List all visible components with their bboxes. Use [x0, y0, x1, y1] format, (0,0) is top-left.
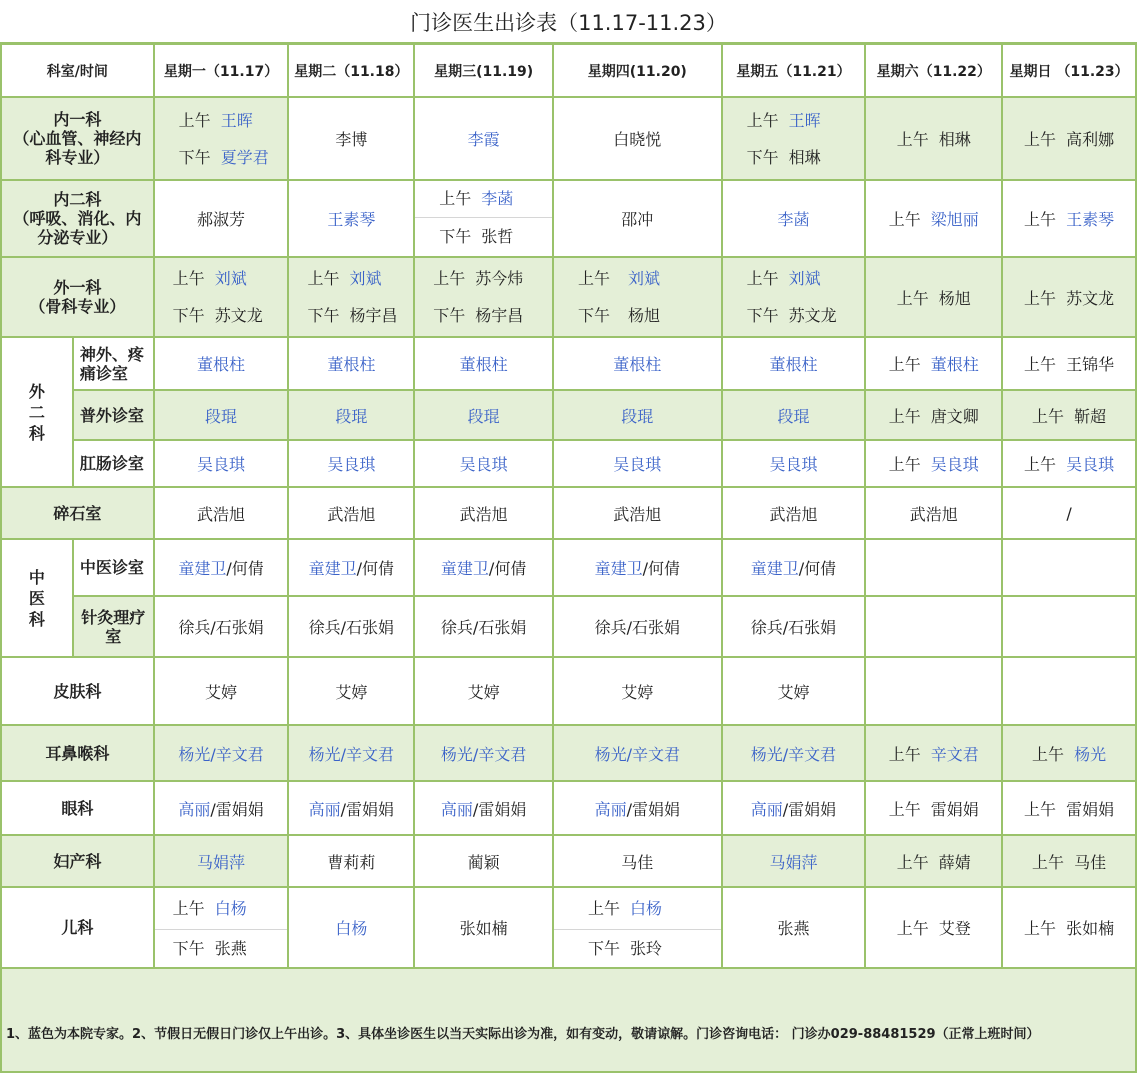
cell: [865, 180, 1002, 257]
am-label: 上午: [1024, 288, 1057, 308]
doctor: 高丽: [308, 799, 341, 819]
am-label: 上午: [896, 919, 929, 938]
doctor: 刘斌: [349, 269, 382, 288]
dept-wai2: [1, 337, 73, 487]
doctor: 段琨: [414, 390, 553, 440]
dept-label: 外一科 （骨科专业）: [29, 278, 126, 316]
cell: [1002, 440, 1136, 487]
doctor: 苏文龙: [788, 306, 837, 325]
header-day: 星期二（11.18）: [288, 44, 414, 97]
schedule-table: [0, 43, 1137, 1073]
doctor: 辛文君: [930, 744, 979, 764]
dept-erbi: 耳鼻喉科: [1, 725, 154, 781]
pm-label: 下午: [439, 227, 472, 246]
doctor: 董根柱: [154, 337, 289, 390]
doctor: 艾婷: [722, 657, 866, 725]
doctor: 武浩旭: [553, 487, 722, 539]
am-label: 上午: [746, 110, 779, 130]
cell: [1002, 97, 1136, 180]
doctor: 吴良琪: [553, 440, 722, 487]
cell: [865, 596, 1002, 657]
am-label: 上午: [888, 210, 921, 229]
row-yan: [1, 781, 1136, 835]
am-label: 上午: [587, 898, 620, 918]
doctor: 白杨: [630, 898, 663, 918]
header-day: 星期六（11.22）: [865, 44, 1002, 97]
doctor: 杨宇昌: [349, 306, 398, 325]
doctor: 武浩旭: [722, 487, 866, 539]
doctor: 刘斌: [788, 269, 821, 288]
cell: [1002, 781, 1136, 835]
cell: [865, 539, 1002, 596]
doctor: 杨宇昌: [475, 306, 524, 325]
am-label: 上午: [888, 406, 921, 426]
doctor: 董根柱: [722, 337, 866, 390]
am-label: 上午: [178, 110, 211, 130]
am-label: 上午: [896, 130, 929, 149]
doctor: 吴良琪: [722, 440, 866, 487]
doctor: 徐兵/石张娟: [722, 596, 866, 657]
header-dept: 科室/时间: [1, 44, 154, 97]
doctor: /雷娟娟: [210, 799, 264, 819]
doctor: /何倩: [226, 559, 264, 578]
doctor: /何倩: [356, 559, 395, 578]
row-nei2: [1, 180, 1136, 257]
doctor: 杨旭: [628, 306, 661, 325]
doctor: 相琳: [938, 130, 971, 149]
doctor: 段琨: [553, 390, 722, 440]
dept-nei2: [1, 180, 154, 257]
doctor: 张燕: [722, 887, 866, 968]
dept-zhongyi: [1, 539, 73, 657]
cell: [1002, 257, 1136, 337]
cell: [288, 257, 414, 337]
pm-label: 下午: [577, 306, 610, 325]
am-label: 上午: [1032, 852, 1065, 872]
dept-label: 内二科 （呼吸、消化、内分泌专业）: [13, 190, 142, 247]
row-puwai: [1, 390, 1136, 440]
cell: [865, 725, 1002, 781]
doctor: /何倩: [642, 559, 680, 578]
doctor: 李博: [288, 97, 414, 180]
am-label: 上午: [888, 799, 921, 819]
cell: [722, 781, 866, 835]
cell: [865, 657, 1002, 725]
row-pifu: [1, 657, 1136, 725]
am-label: 上午: [896, 288, 929, 308]
cell: [553, 539, 722, 596]
am-label: 上午: [172, 898, 205, 918]
header-day: 星期三(11.19): [414, 44, 553, 97]
cell: [865, 337, 1002, 390]
doctor: 马娟萍: [722, 835, 866, 887]
am-label: 上午: [888, 744, 921, 764]
subdept: 神外、疼痛诊室: [73, 337, 154, 390]
doctor: 王素琴: [1066, 210, 1115, 229]
dept-label: 中 医 科: [28, 567, 45, 629]
am-label: 上午: [896, 852, 929, 872]
row-wai1: [1, 257, 1136, 337]
am-label: 上午: [1024, 799, 1057, 819]
cell: [1002, 337, 1136, 390]
dept-pifu: 皮肤科: [1, 657, 154, 725]
doctor: 徐兵/石张娟: [553, 596, 722, 657]
cell: [1002, 835, 1136, 887]
doctor: 苏今炜: [475, 269, 524, 288]
doctor: 高丽: [440, 799, 473, 819]
doctor: 段琨: [722, 390, 866, 440]
doctor: 杨光/辛文君: [722, 725, 866, 781]
doctor: 艾婷: [553, 657, 722, 725]
cell: [154, 887, 289, 968]
cell: [288, 539, 414, 596]
doctor: 吴良琪: [154, 440, 289, 487]
am-label: 上午: [577, 269, 610, 288]
doctor: 童建卫: [594, 559, 643, 578]
header-day: 星期四(11.20): [553, 44, 722, 97]
cell: [154, 97, 289, 180]
doctor: /雷娟娟: [626, 799, 680, 819]
dept-label: 外 二 科: [28, 381, 45, 443]
doctor: 王素琴: [288, 180, 414, 257]
doctor: 武浩旭: [414, 487, 553, 539]
pm-label: 下午: [172, 306, 205, 325]
cell: [722, 97, 866, 180]
dept-nei1: [1, 97, 154, 180]
row-erbi: [1, 725, 1136, 781]
doctor: 艾婷: [414, 657, 553, 725]
row-fuchan: [1, 835, 1136, 887]
dept-er: 儿科: [1, 887, 154, 968]
am-label: 上午: [1032, 744, 1065, 764]
cell: [154, 257, 289, 337]
pm-label: 下午: [587, 938, 620, 958]
cell: [722, 257, 866, 337]
dept-fuchan: 妇产科: [1, 835, 154, 887]
doctor: 白杨: [288, 887, 414, 968]
doctor: 张如楠: [414, 887, 553, 968]
doctor: 杨旭: [938, 288, 971, 308]
pm-label: 下午: [307, 306, 340, 325]
cell: [1002, 390, 1136, 440]
row-shenwai: [1, 337, 1136, 390]
doctor: 童建卫: [308, 559, 357, 578]
doctor: 刘斌: [214, 269, 247, 288]
doctor: 杨光/辛文君: [288, 725, 414, 781]
dept-suishi: 碎石室: [1, 487, 154, 539]
am-label: 上午: [1032, 406, 1065, 426]
doctor: 苏文龙: [214, 306, 263, 325]
footer-row: [1, 968, 1136, 1072]
doctor: 高利娜: [1066, 130, 1115, 149]
cell: [865, 257, 1002, 337]
doctor: 艾登: [938, 919, 971, 938]
subdept: 普外诊室: [73, 390, 154, 440]
am-label: 上午: [1024, 355, 1057, 374]
pm-label: 下午: [746, 306, 779, 325]
doctor: 张玲: [630, 938, 663, 958]
cell: [865, 390, 1002, 440]
doctor: 王晖: [220, 110, 253, 130]
doctor: 雷娟娟: [930, 799, 979, 819]
cell: [865, 835, 1002, 887]
doctor: 唐文卿: [930, 406, 979, 426]
cell: [1002, 180, 1136, 257]
doctor: 苏文龙: [1066, 288, 1115, 308]
am-label: 上午: [439, 189, 472, 208]
doctor: 李菡: [481, 189, 514, 208]
doctor: 武浩旭: [865, 487, 1002, 539]
doctor: 高丽: [750, 799, 783, 819]
pm-label: 下午: [172, 938, 205, 958]
doctor: 曹莉莉: [288, 835, 414, 887]
doctor: 夏学君: [220, 147, 269, 167]
doctor: 徐兵/石张娟: [288, 596, 414, 657]
dept-yan: 眼科: [1, 781, 154, 835]
doctor: 杨光: [1074, 744, 1107, 764]
doctor: 吴良琪: [414, 440, 553, 487]
header-row: [1, 44, 1136, 97]
dept-label: 内一科 （心血管、神经内科专业）: [13, 110, 142, 167]
doctor: 张燕: [214, 938, 247, 958]
cell: [1002, 596, 1136, 657]
cell: [722, 539, 866, 596]
cell: [1002, 539, 1136, 596]
am-label: 上午: [1024, 130, 1057, 149]
page-title: 门诊医生出诊表（11.17-11.23）: [0, 0, 1137, 44]
doctor: 吴良琪: [288, 440, 414, 487]
doctor: 相琳: [788, 147, 821, 167]
doctor: 郝淑芳: [154, 180, 289, 257]
am-label: 上午: [433, 269, 466, 288]
cell: [553, 257, 722, 337]
cell: [414, 539, 553, 596]
doctor: 董根柱: [288, 337, 414, 390]
doctor: 武浩旭: [154, 487, 289, 539]
cell: [553, 781, 722, 835]
doctor: 高丽: [594, 799, 627, 819]
cell: [154, 539, 289, 596]
doctor: 张如楠: [1066, 919, 1115, 938]
pm-label: 下午: [746, 147, 779, 167]
am-label: 上午: [888, 355, 921, 374]
subdept: 中医诊室: [73, 539, 154, 596]
doctor: 蔺颖: [414, 835, 553, 887]
row-nei1: [1, 97, 1136, 180]
pm-label: 下午: [178, 147, 211, 167]
pm-label: 下午: [433, 306, 466, 325]
header-day: 星期五（11.21）: [722, 44, 866, 97]
doctor: 王锦华: [1066, 355, 1115, 374]
header-day: 星期日 （11.23）: [1002, 44, 1136, 97]
am-label: 上午: [1024, 210, 1057, 229]
doctor: 王晖: [788, 110, 821, 130]
doctor: 段琨: [288, 390, 414, 440]
doctor: 马佳: [1074, 852, 1107, 872]
am-label: 上午: [307, 269, 340, 288]
doctor: 杨光/辛文君: [154, 725, 289, 781]
am-label: 上午: [1024, 455, 1057, 474]
doctor: /雷娟娟: [782, 799, 837, 819]
doctor: 段琨: [154, 390, 289, 440]
cell: [865, 97, 1002, 180]
doctor: 童建卫: [178, 559, 227, 578]
row-suishi: [1, 487, 1136, 539]
cell: [865, 887, 1002, 968]
subdept: 针灸理疗室: [73, 596, 154, 657]
doctor: 武浩旭: [288, 487, 414, 539]
doctor: /雷娟娟: [340, 799, 395, 819]
doctor: 董根柱: [553, 337, 722, 390]
doctor: 艾婷: [154, 657, 289, 725]
doctor: /雷娟娟: [472, 799, 527, 819]
row-er: [1, 887, 1136, 968]
doctor: 梁旭丽: [930, 210, 979, 229]
dept-wai1: [1, 257, 154, 337]
subdept: 肛肠诊室: [73, 440, 154, 487]
doctor: 薛婧: [938, 852, 971, 872]
cell: [154, 781, 289, 835]
cell: [865, 440, 1002, 487]
cell: [1002, 725, 1136, 781]
doctor: 马娟萍: [154, 835, 289, 887]
cell: [1002, 887, 1136, 968]
cell: [553, 887, 722, 968]
am-label: 上午: [888, 455, 921, 474]
doctor: 刘斌: [628, 269, 661, 288]
doctor: 杨光/辛文君: [414, 725, 553, 781]
doctor: 董根柱: [414, 337, 553, 390]
doctor: 李菡: [722, 180, 866, 257]
doctor: 高丽: [178, 799, 211, 819]
doctor: 杨光/辛文君: [553, 725, 722, 781]
doctor: 马佳: [553, 835, 722, 887]
cell: [288, 781, 414, 835]
cell: [414, 180, 553, 257]
doctor: 童建卫: [750, 559, 799, 578]
doctor: 张哲: [481, 227, 514, 246]
doctor: 白杨: [214, 898, 247, 918]
cell: [865, 781, 1002, 835]
doctor: 雷娟娟: [1066, 799, 1115, 819]
cell: [414, 257, 553, 337]
doctor: 邵冲: [553, 180, 722, 257]
cell: [1002, 657, 1136, 725]
doctor: 李霞: [414, 97, 553, 180]
doctor: 吴良琪: [1066, 455, 1115, 474]
doctor: /何倩: [798, 559, 837, 578]
doctor: /: [1002, 487, 1136, 539]
cell: [414, 781, 553, 835]
header-day: 星期一（11.17）: [154, 44, 289, 97]
am-label: 上午: [746, 269, 779, 288]
doctor: 徐兵/石张娟: [414, 596, 553, 657]
doctor: 吴良琪: [930, 455, 979, 474]
am-label: 上午: [172, 269, 205, 288]
row-zhenjiu: [1, 596, 1136, 657]
doctor: 童建卫: [440, 559, 489, 578]
row-gangchang: [1, 440, 1136, 487]
doctor: 徐兵/石张娟: [154, 596, 289, 657]
doctor: 艾婷: [288, 657, 414, 725]
doctor: 董根柱: [930, 355, 979, 374]
doctor: 白晓悦: [553, 97, 722, 180]
doctor: /何倩: [488, 559, 527, 578]
am-label: 上午: [1024, 919, 1057, 938]
doctor: 靳超: [1074, 406, 1107, 426]
footer-note: 1、蓝色为本院专家。2、节假日无假日门诊仅上午出诊。3、具体坐诊医生以当天实际出诊为准，如有变动，敬请谅解。门诊咨询电话： 门诊办029-88481529（正常上班时间）: [1, 968, 1136, 1072]
row-zhongyi: [1, 539, 1136, 596]
